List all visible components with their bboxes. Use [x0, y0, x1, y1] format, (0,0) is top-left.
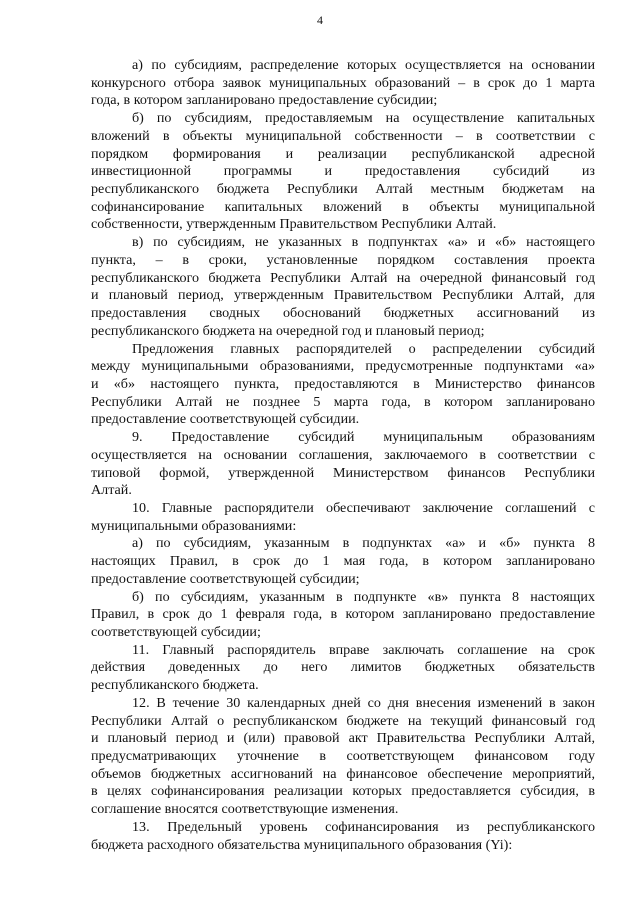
text-line: республиканского бюджета Республики Алтай на очередной финансовый год	[91, 269, 595, 286]
text-line: настоящих Правил, в срок до 1 мая года, в котором запланировано	[91, 553, 595, 570]
text-line: республиканского бюджета.	[91, 677, 259, 694]
text-line: б) по субсидиям, указанным в подпункте «в» пункта 8 настоящих	[132, 588, 595, 605]
text-line: республиканского бюджета на очередной год и плановый период;	[91, 322, 485, 339]
text-line: осуществляется на основании соглашения, заключаемого в соответствии с	[91, 446, 595, 463]
document-body	[91, 57, 595, 854]
text-line: муниципальными образованиями:	[91, 517, 297, 534]
text-line: Правил, в срок до 1 февраля года, в котором запланировано предоставление	[91, 606, 595, 623]
text-line: 12. В течение 30 календарных дней со дня внесения изменений в закон	[132, 694, 595, 711]
text-line: и плановый период, утвержденным Правительством Республики Алтай, для	[91, 287, 595, 304]
text-line: типовой формой, утвержденной Министерством финансов Республики	[91, 464, 595, 481]
text-line: в целях софинансирования реализации которых предоставляется субсидия, в	[91, 783, 595, 800]
text-line: а) по субсидиям, указанным в подпунктах «а» и «б» пункта 8	[132, 535, 595, 552]
text-line: республиканского бюджета Республики Алтай местным бюджетам на	[91, 181, 595, 198]
text-line: софинансирование капитальных вложений в объекты муниципальной	[91, 198, 595, 215]
text-line: действия доведенных до него лимитов бюджетных обязательств	[91, 659, 595, 676]
text-line: бюджета расходного обязательства муниципального образования (Yi):	[91, 836, 513, 853]
text-line: порядком формирования и реализации республиканской адресной	[91, 145, 595, 162]
text-line: предоставление соответствующей субсидии.	[91, 411, 360, 428]
text-line: Республики Алтай не позднее 5 марта года, в котором запланировано	[91, 393, 595, 410]
text-line: 10. Главные распорядители обеспечивают заключение соглашений с	[132, 499, 595, 516]
text-line: пункта, – в сроки, установленные порядком составления проекта	[91, 251, 595, 268]
text-line: инвестиционной программы и предоставления субсидий из	[91, 163, 595, 180]
text-line: объемов бюджетных ассигнований на финансовое обеспечение мероприятий,	[91, 765, 595, 782]
text-line: 13. Предельный уровень софинансирования из республиканского	[132, 818, 595, 835]
text-line: года, в котором запланировано предоставление субсидии;	[91, 92, 438, 109]
text-line: предусматривающих уточнение в соответствующем финансовом году	[91, 748, 595, 765]
text-line: предоставление соответствующей субсидии;	[91, 570, 360, 587]
text-line: вложений в объекты муниципальной собственности – в соответствии с	[91, 127, 595, 144]
text-line: между муниципальными образованиями, предусмотренные подпунктами «а»	[91, 358, 595, 375]
text-line: Алтай.	[91, 482, 132, 499]
text-line: и «б» настоящего пункта, предоставляются в Министерство финансов	[91, 375, 595, 392]
text-line: соответствующей субсидии;	[91, 624, 261, 640]
text-line: б) по субсидиям, предоставляемым на осуществление капитальных	[132, 110, 595, 127]
text-line: предоставления сводных обоснований бюджетных ассигнований из	[91, 305, 595, 322]
text-line: 11. Главный распорядитель вправе заключать соглашение на срок	[132, 641, 595, 658]
text-line: конкурсного отбора заявок муниципальных образований – в срок до 1 марта	[91, 74, 595, 91]
text-line: Предложения главных распорядителей о распределении субсидий	[132, 340, 595, 357]
text-line: собственности, утвержденным Правительством Республики Алтай.	[91, 216, 497, 233]
text-line: а) по субсидиям, распределение которых осуществляется на основании	[132, 57, 595, 73]
text-line: соглашение вносятся соответствующие изменения.	[91, 801, 399, 818]
page-number: 4	[317, 13, 323, 27]
text-line: 9. Предоставление субсидий муниципальным образованиям	[132, 429, 595, 446]
text-line: в) по субсидиям, не указанных в подпунктах «а» и «б» настоящего	[132, 234, 595, 251]
text-line: Республики Алтай о республиканском бюджете на текущий финансовый год	[91, 712, 595, 729]
text-line: и плановый период и (или) правовой акт Правительства Республики Алтай,	[91, 730, 595, 747]
